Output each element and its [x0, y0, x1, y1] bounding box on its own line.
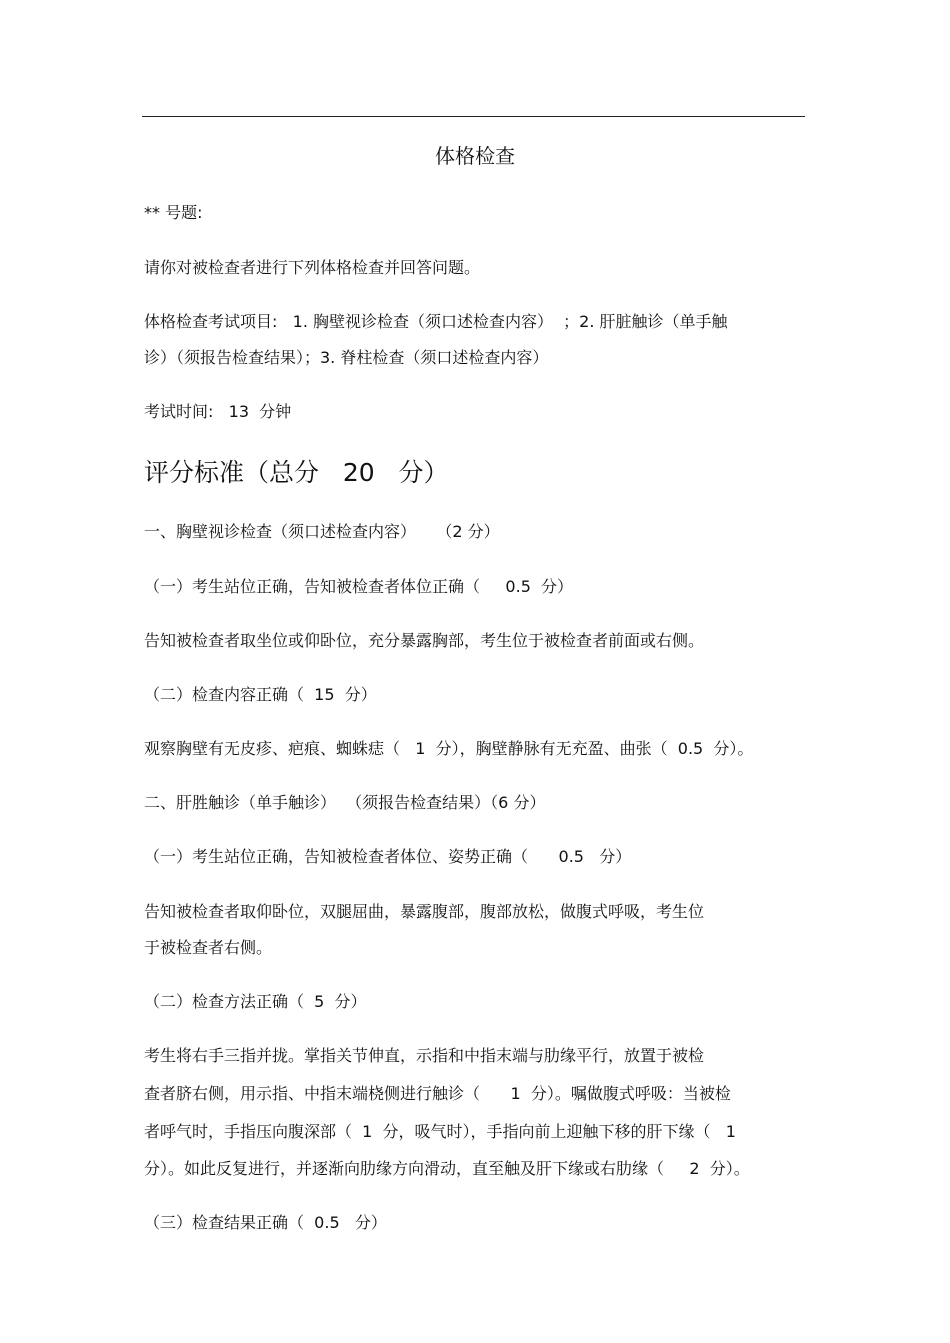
- scoring-heading: 评分标准（总分 20 分）: [144, 458, 449, 487]
- section-2-2-text-line-2: 查者脐右侧，用示指、中指末端桡侧进行触诊（ 1 分）。嘱做腹式呼吸：当被检: [144, 1084, 731, 1103]
- section-2-1-text-line-1: 告知被检查者取仰卧位，双腿屈曲，暴露腹部，腹部放松，做腹式呼吸，考生位: [144, 902, 705, 921]
- section-2-2-text-line-1: 考生将右手三指并拢。掌指关节伸直，示指和中指末端与肋缘平行，放置于被检: [144, 1046, 705, 1065]
- section-2-3-title: （三）检查结果正确（ 0.5 分）: [144, 1213, 387, 1232]
- instruction-text: 请你对被检查者进行下列体格检查并回答问题。: [144, 258, 481, 277]
- section-2-1-text-line-2: 于被检查者右侧。: [144, 938, 273, 957]
- section-1-1-title: （一）考生站位正确，告知被检查者体位正确（ 0.5 分）: [144, 577, 574, 596]
- section-2-2-text-line-4: 分）。如此反复进行，并逐渐向肋缘方向滑动，直至触及肝下缘或右肋缘（ 2 分）。: [144, 1159, 750, 1178]
- exam-items-line-2: 诊）（须报告检查结果）；3. 脊柱检查（须口述检查内容）: [144, 348, 549, 367]
- section-1-2-title: （二）检查内容正确（ 15 分）: [144, 685, 377, 704]
- question-number: ** 号题:: [144, 203, 203, 222]
- exam-time: 考试时间: 13 分钟: [144, 402, 292, 421]
- section-2-1-title: （一）考生站位正确，告知被检查者体位、姿势正确（ 0.5 分）: [144, 847, 632, 866]
- section-1-1-text: 告知被检查者取坐位或仰卧位，充分暴露胸部，考生位于被检查者前面或右侧。: [144, 631, 705, 650]
- section-2-2-title: （二）检查方法正确（ 5 分）: [144, 992, 367, 1011]
- document-title: 体格检查: [435, 144, 515, 168]
- section-1-2-text: 观察胸壁有无皮疹、疤痕、蜘蛛痣（ 1 分），胸壁静脉有无充盈、曲张（ 0.5 分）。: [144, 739, 754, 758]
- section-1-title: 一、胸壁视诊检查（须口述检查内容） （2 分）: [144, 522, 500, 541]
- section-2-2-text-line-3: 者呼气时，手指压向腹深部（ 1 分，吸气时），手指向前上迎触下移的肝下缘（ 1: [144, 1122, 736, 1141]
- header-rule: [142, 116, 805, 117]
- section-2-title: 二、肝胜触诊（单手触诊） （须报告检查结果）（6 分）: [144, 793, 546, 812]
- exam-items-line-1: 体格检查考试项目: 1. 胸壁视诊检查（须口述检查内容） ；2. 肝脏触诊（单手触: [144, 312, 728, 331]
